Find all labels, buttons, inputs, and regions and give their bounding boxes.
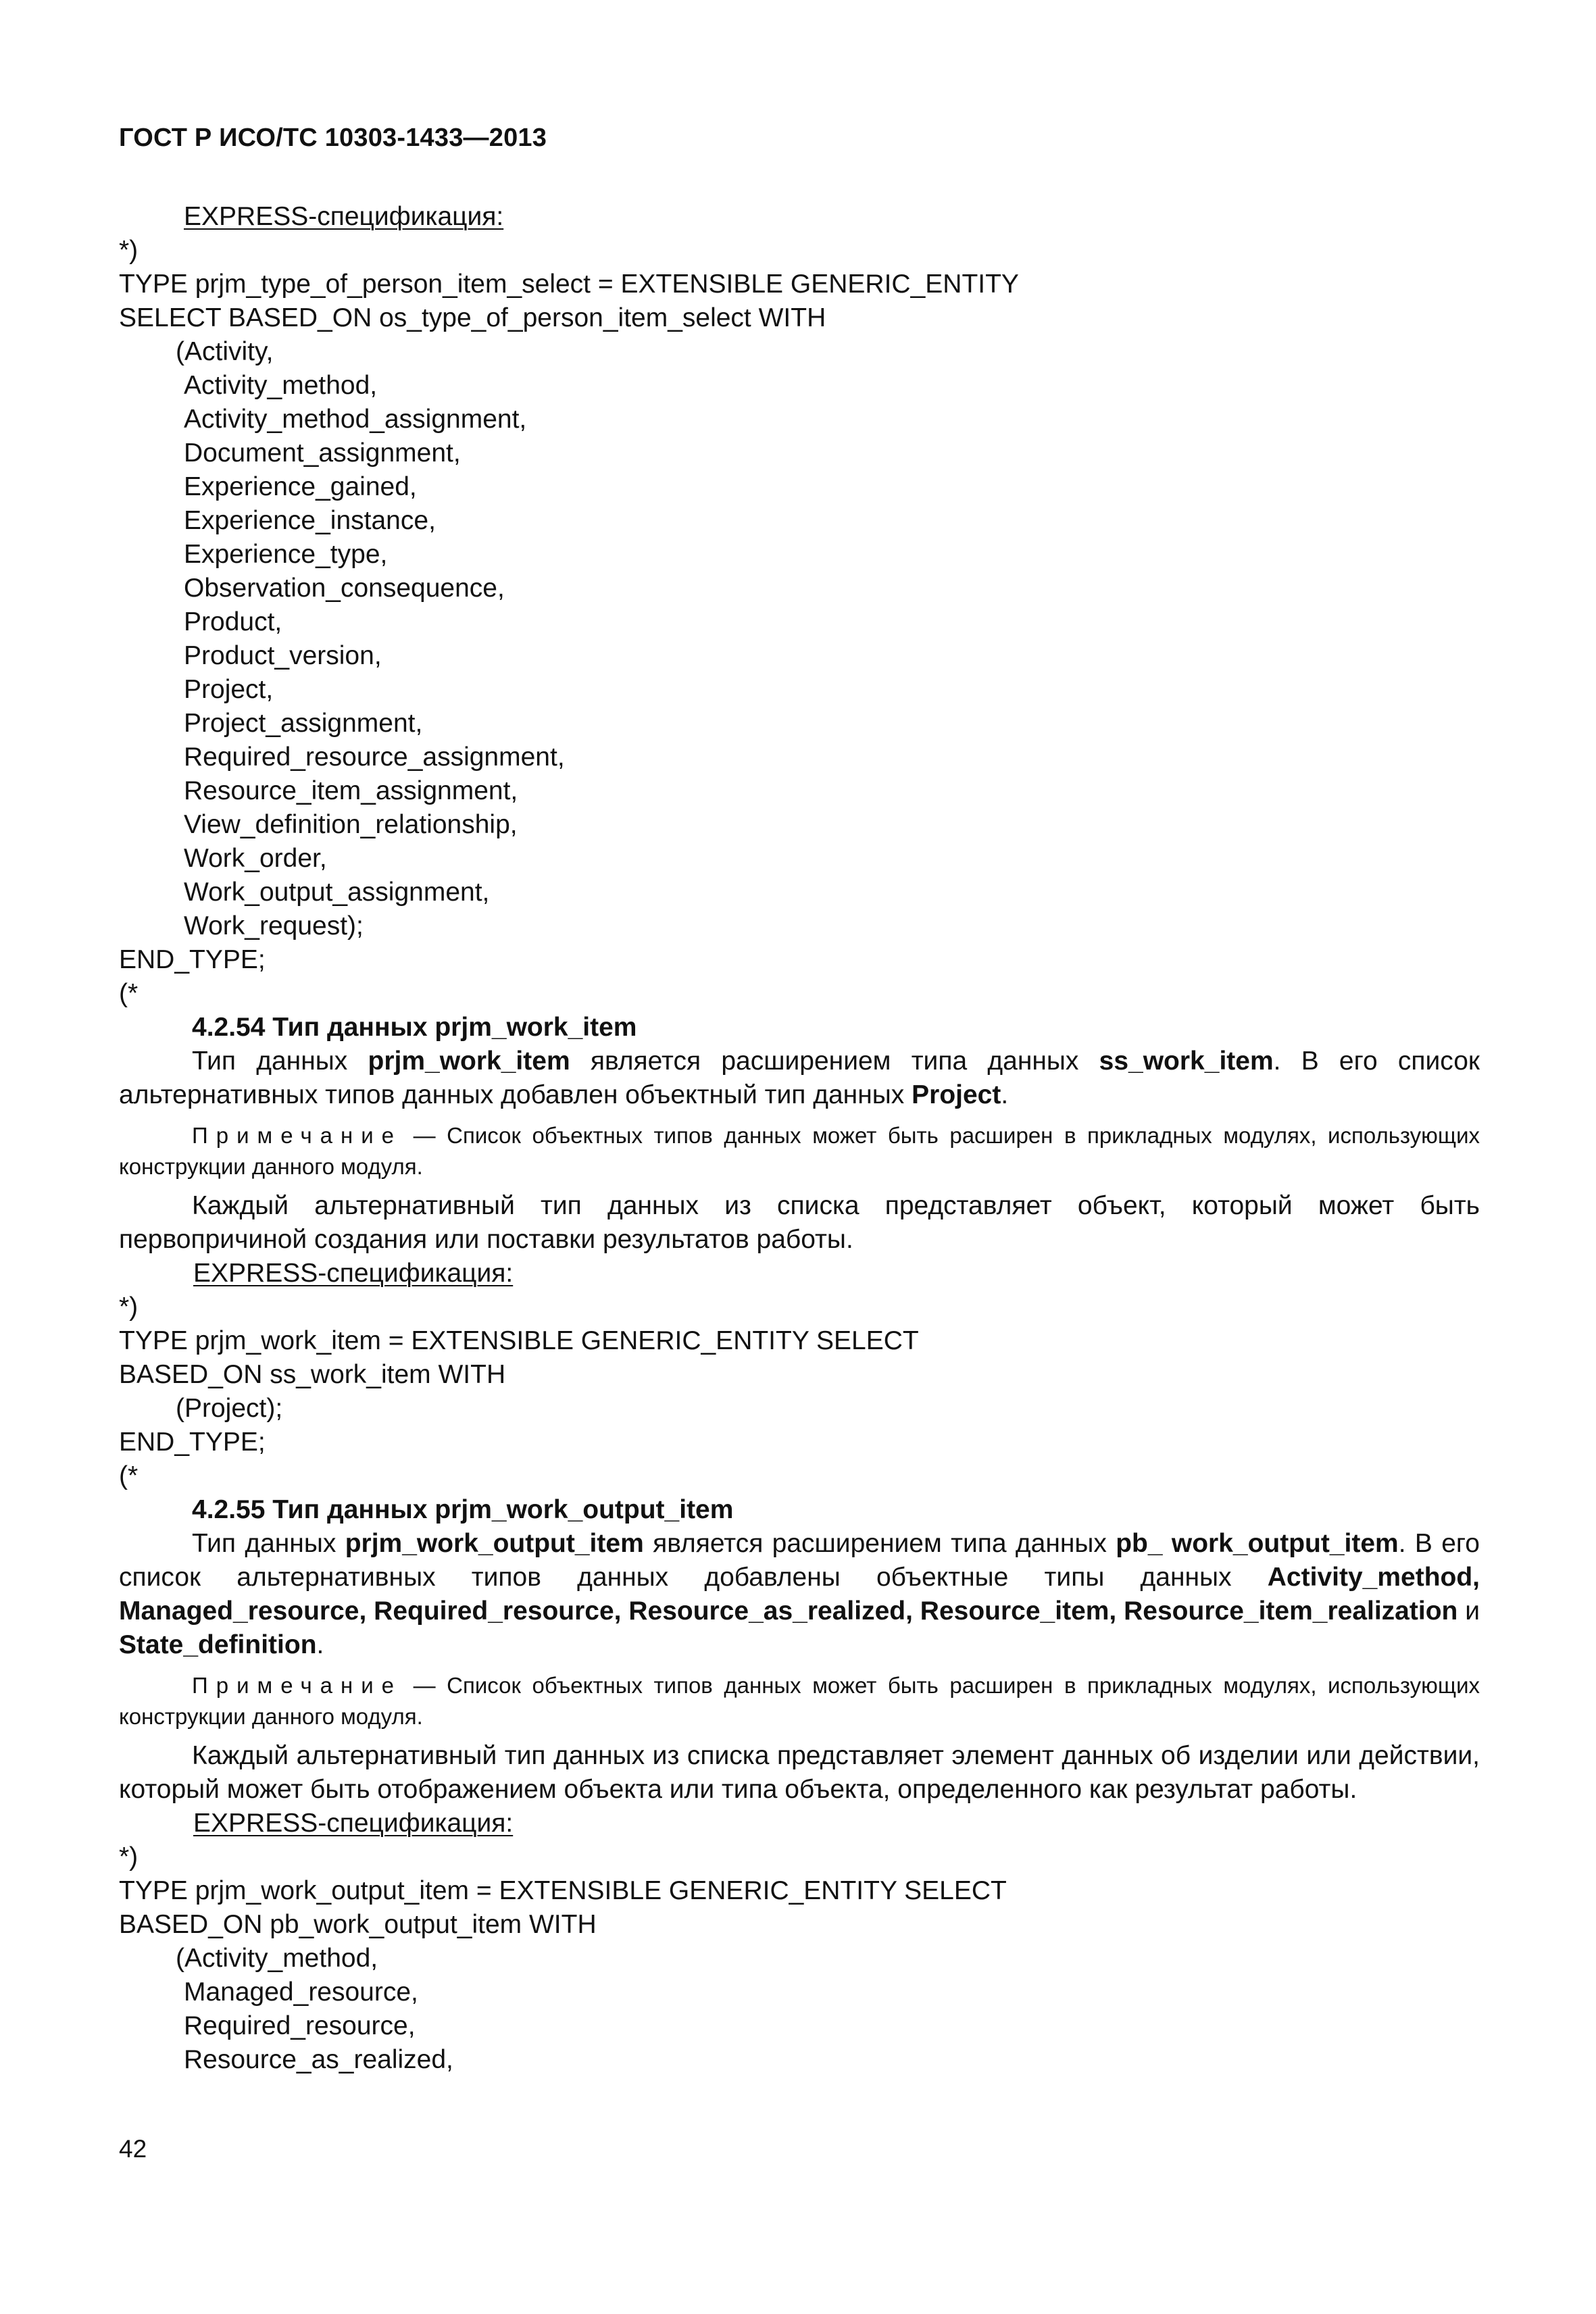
- code-line: SELECT BASED_ON os_type_of_person_item_select WITH: [119, 303, 826, 332]
- section-paragraph: Тип данных prjm_work_item является расширением типа данных ss_work_item. В его список альтернативных типов данных добавлен объектный тип данных Project.: [119, 1047, 1480, 1109]
- code-item: Resource_as_realized,: [184, 2045, 453, 2074]
- code-item: Experience_type,: [184, 540, 388, 569]
- section-paragraph: Тип данных prjm_work_output_item является расширением типа данных pb_ work_output_item. В его список альтернативных типов данных добавлены объектные типы данных Activity_method, Managed_resource, Required_resource, Resource_as_realized, Resource_item, Resource_item_realization и State_definition.: [119, 1529, 1480, 1659]
- code-item: View_definition_relationship,: [184, 810, 518, 839]
- code-item: Experience_gained,: [184, 472, 417, 501]
- express-spec-label: EXPRESS-спецификация:: [193, 1259, 514, 1288]
- code-item: Work_output_assignment,: [184, 878, 490, 907]
- code-line: END_TYPE;: [119, 1428, 266, 1457]
- code-line: *): [119, 1292, 139, 1322]
- code-item: (Activity_method,: [176, 1944, 378, 1973]
- code-line: BASED_ON pb_work_output_item WITH: [119, 1910, 597, 1939]
- code-item: (Project);: [176, 1394, 283, 1423]
- code-line: END_TYPE;: [119, 945, 266, 974]
- section-paragraph: Каждый альтернативный тип данных из списка представляет объект, который может быть первопричиной создания или поставки результатов работы.: [119, 1191, 1480, 1254]
- code-item: Work_order,: [184, 844, 327, 873]
- code-line: *): [119, 236, 139, 265]
- code-item: Work_request);: [184, 911, 364, 940]
- code-item: (Activity,: [176, 337, 274, 366]
- code-item: Product,: [184, 607, 282, 636]
- code-line: (*: [119, 979, 139, 1008]
- code-item: Document_assignment,: [184, 438, 461, 468]
- document-header: ГОСТ Р ИСО/ТС 10303-1433—2013: [119, 124, 547, 152]
- express-spec-label: EXPRESS-спецификация:: [193, 1809, 514, 1838]
- section-paragraph: Каждый альтернативный тип данных из списка представляет элемент данных об изделии или действии, который может быть отображением объекта или типа объекта, определенного как результат работы.: [119, 1741, 1480, 1804]
- code-item: Activity_method_assignment,: [184, 405, 527, 434]
- code-item: Activity_method,: [184, 371, 378, 400]
- code-item: Required_resource_assignment,: [184, 743, 565, 772]
- code-item: Resource_item_assignment,: [184, 776, 518, 805]
- code-item: Observation_consequence,: [184, 574, 505, 603]
- code-line: TYPE prjm_type_of_person_item_select = EXTENSIBLE GENERIC_ENTITY: [119, 270, 1019, 299]
- code-item: Product_version,: [184, 641, 382, 670]
- section-heading: 4.2.55 Тип данных prjm_work_output_item: [192, 1495, 734, 1524]
- page-number: 42: [119, 2135, 147, 2163]
- code-line: *): [119, 1842, 139, 1871]
- code-item: Required_resource,: [184, 2011, 416, 2040]
- code-item: Managed_resource,: [184, 1978, 418, 2007]
- note: Примечание — Список объектных типов данных может быть расширен в прикладных модулях, использующих конструкции данного модуля.: [119, 1123, 1480, 1179]
- code-item: Project,: [184, 675, 274, 704]
- code-line: BASED_ON ss_work_item WITH: [119, 1360, 506, 1389]
- code-line: TYPE prjm_work_output_item = EXTENSIBLE GENERIC_ENTITY SELECT: [119, 1876, 1007, 1905]
- code-line: TYPE prjm_work_item = EXTENSIBLE GENERIC_ENTITY SELECT: [119, 1326, 919, 1355]
- code-line: (*: [119, 1461, 139, 1490]
- section-heading: 4.2.54 Тип данных prjm_work_item: [192, 1013, 637, 1042]
- document-body: [119, 200, 1480, 2077]
- express-spec-label: EXPRESS-спецификация:: [184, 202, 504, 231]
- note: Примечание — Список объектных типов данных может быть расширен в прикладных модулях, использующих конструкции данного модуля.: [119, 1673, 1480, 1729]
- code-item: Experience_instance,: [184, 506, 436, 535]
- code-item: Project_assignment,: [184, 709, 423, 738]
